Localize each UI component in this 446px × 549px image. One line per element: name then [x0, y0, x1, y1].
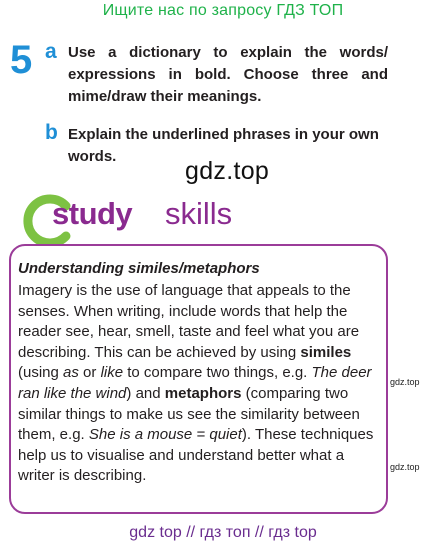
body-line: writer is describing.: [18, 467, 147, 485]
task-a-letter: a: [45, 40, 57, 63]
study-skills-body: [18, 281, 378, 487]
side-watermark: gdz.top: [390, 462, 420, 472]
task-b-text: Explain the underlined phrases in your own words.: [68, 126, 379, 165]
side-watermark: gdz.top: [390, 377, 420, 387]
body-line: reader see, hear, smell, taste and feel what you are: [18, 323, 360, 341]
study-skills-title: Understanding similes/metaphors: [18, 260, 260, 277]
body-line: similar things to make us see the similarity between: [18, 405, 360, 423]
task-a-text: Use a dictionary to explain the words/ expressions in bold. Choose three and mime/draw their meanings.: [68, 44, 388, 105]
study-word: study: [52, 196, 133, 231]
body-line: senses. When writing, include words that help the: [18, 302, 348, 320]
bottom-banner: gdz top // гдз топ // гдз top: [129, 524, 317, 541]
top-banner: Ищите нас по запросу ГДЗ ТОП: [102, 2, 344, 19]
body-line: help us to visualise and understand better what a: [18, 446, 345, 464]
exercise-number: 5: [10, 38, 33, 82]
skills-word: skills: [165, 196, 233, 231]
body-line: ran like the wind) and metaphors (comparing two: [18, 384, 349, 402]
body-line: describing. This can be achieved by using similes: [18, 343, 352, 361]
task-b-letter: b: [45, 121, 58, 144]
body-line: Imagery is the use of language that appeals to the: [18, 282, 351, 299]
watermark-gdz: gdz.top: [185, 157, 270, 185]
body-line: (using as or like to compare two things, e.g. The deer: [18, 364, 372, 382]
body-line: them, e.g. She is a mouse = quiet). These techniques: [18, 426, 374, 444]
